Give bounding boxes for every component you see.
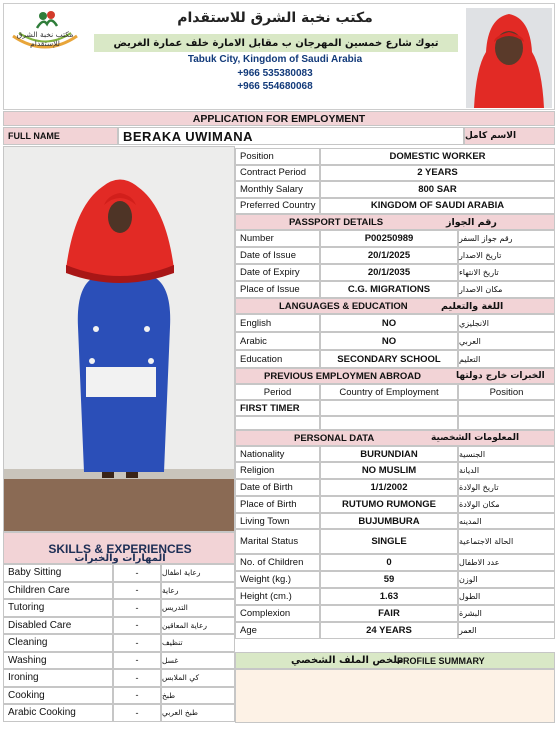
personal-label: Complexion [235, 605, 320, 622]
languages-header: LANGUAGES & EDUCATION اللغة والتعليم [235, 298, 555, 314]
personal-label-ar: الديانة [458, 462, 555, 479]
skill-value: - [113, 652, 161, 670]
skill-value: - [113, 582, 161, 600]
personal-label: Height (cm.) [235, 588, 320, 605]
skill-label-ar: رعاية اطفال [161, 564, 235, 582]
skill-label-ar: التدريس [161, 599, 235, 617]
personal-label-ar: البشرة [458, 605, 555, 622]
skill-label: Cooking [3, 687, 113, 705]
personal-label-ar: الحالة الاجتماعية [458, 529, 555, 554]
languages-label-ar: الانجليزي [458, 314, 555, 332]
personal-label: Living Town [235, 513, 320, 529]
abroad-first-timer: FIRST TIMER [235, 400, 320, 416]
skill-label: Children Care [3, 582, 113, 600]
full-name-label: FULL NAME [3, 127, 118, 145]
skill-label: Baby Sitting [3, 564, 113, 582]
abroad-cell [320, 416, 458, 430]
personal-value: 24 YEARS [320, 622, 458, 639]
skill-value: - [113, 634, 161, 652]
personal-label-ar: المدينه [458, 513, 555, 529]
skill-label-ar: تنظيف [161, 634, 235, 652]
personal-label: Religion [235, 462, 320, 479]
abroad-header: PREVIOUS EMPLOYMEN ABROAD الخبرات خارج دولتها [235, 368, 555, 384]
languages-label: Education [235, 350, 320, 368]
personal-label-ar: الوزن [458, 571, 555, 588]
passport-label: Date of Expiry [235, 264, 320, 281]
job-value: DOMESTIC WORKER [320, 148, 555, 165]
personal-label-ar: العمر [458, 622, 555, 639]
job-label: Position [235, 148, 320, 165]
abroad-cell [458, 400, 555, 416]
passport-value: 20/1/2035 [320, 264, 458, 281]
agency-logo [5, 6, 85, 58]
abroad-cell [320, 400, 458, 416]
skill-label-ar: طبخ العربي [161, 704, 235, 722]
skill-value: - [113, 669, 161, 687]
personal-label-ar: مكان الولادة [458, 496, 555, 513]
job-value: 800 SAR [320, 181, 555, 198]
job-label: Contract Period [235, 165, 320, 182]
languages-label-ar: العربي [458, 332, 555, 350]
skills-header: SKILLS & EXPERIENCES المهارات والخبرات [3, 532, 235, 564]
full-name-label-ar: الاسم كامل [464, 127, 555, 145]
skill-label: Washing [3, 652, 113, 670]
passport-label: Date of Issue [235, 247, 320, 264]
personal-value: 1.63 [320, 588, 458, 605]
personal-label: Age [235, 622, 320, 639]
skill-label-ar: غسل [161, 652, 235, 670]
skill-label: Disabled Care [3, 617, 113, 635]
personal-value: BURUNDIAN [320, 446, 458, 462]
languages-value: NO [320, 332, 458, 350]
job-label: Preferred Country [235, 198, 320, 215]
abroad-cell [235, 416, 320, 430]
personal-label: Nationality [235, 446, 320, 462]
abroad-col-period: Period [235, 384, 320, 400]
languages-value: SECONDARY SCHOOL [320, 350, 458, 368]
passport-value: 20/1/2025 [320, 247, 458, 264]
skill-label-ar: رعاية [161, 582, 235, 600]
agency-name-ar: مكتب نخبة الشرق للاستقدام [177, 10, 373, 26]
personal-label: No. of Children [235, 554, 320, 571]
passport-label-ar: رقم جواز السفر [458, 230, 555, 247]
personal-value: SINGLE [320, 529, 458, 554]
agency-phone-2: +966 554680068 [237, 81, 313, 92]
personal-value: FAIR [320, 605, 458, 622]
skill-value: - [113, 617, 161, 635]
skill-label-ar: رعاية المعاقين [161, 617, 235, 635]
skill-value: - [113, 564, 161, 582]
passport-value: C.G. MIGRATIONS [320, 281, 458, 298]
form-title: APPLICATION FOR EMPLOYMENT [3, 111, 555, 126]
skill-value: - [113, 687, 161, 705]
job-value: KINGDOM OF SAUDI ARABIA [320, 198, 555, 215]
abroad-col-position: Position [458, 384, 555, 400]
portrait-photo [466, 8, 552, 108]
skill-label-ar: طبخ [161, 687, 235, 705]
agency-phone-1: +966 535380083 [237, 68, 313, 79]
passport-header: PASSPORT DETAILS رقم الجواز [235, 214, 555, 230]
personal-label-ar: الجنسية [458, 446, 555, 462]
personal-header: PERSONAL DATA المعلومات الشخصية [235, 430, 555, 446]
job-label: Monthly Salary [235, 181, 320, 198]
profile-summary-body [235, 669, 555, 723]
personal-value: RUTUMO RUMONGE [320, 496, 458, 513]
personal-label: Date of Birth [235, 479, 320, 496]
passport-label-ar: مكان الاصدار [458, 281, 555, 298]
abroad-cell [458, 416, 555, 430]
job-value: 2 YEARS [320, 165, 555, 182]
abroad-col-country: Country of Employment [320, 384, 458, 400]
languages-label: Arabic [235, 332, 320, 350]
languages-label: English [235, 314, 320, 332]
personal-label-ar: تاريخ الولادة [458, 479, 555, 496]
personal-label-ar: عدد الاطفال [458, 554, 555, 571]
skill-value: - [113, 599, 161, 617]
personal-label: Weight (kg.) [235, 571, 320, 588]
personal-label: Place of Birth [235, 496, 320, 513]
profile-summary-header: PROFILE SUMMARY ملخص الملف الشخصي [235, 652, 555, 669]
skill-label: Ironing [3, 669, 113, 687]
languages-label-ar: التعليم [458, 350, 555, 368]
skill-label: Tutoring [3, 599, 113, 617]
personal-value: 59 [320, 571, 458, 588]
passport-label-ar: تاريخ الاصدار [458, 247, 555, 264]
passport-label: Place of Issue [235, 281, 320, 298]
skill-value: - [113, 704, 161, 722]
skill-label-ar: كي الملابس [161, 669, 235, 687]
full-body-photo [3, 146, 235, 532]
agency-city: Tabuk City, Kingdom of Saudi Arabia [187, 54, 363, 65]
skill-label: Arabic Cooking [3, 704, 113, 722]
passport-label: Number [235, 230, 320, 247]
logo-text: مكتب نخبة الشرق للإستقدام [16, 30, 74, 48]
agency-address-ar: تبوك شارع خمسين المهرجان ب مقابل الامارة خلف عمارة الغريض [94, 34, 458, 52]
personal-value: 1/1/2002 [320, 479, 458, 496]
personal-value: NO MUSLIM [320, 462, 458, 479]
personal-value: 0 [320, 554, 458, 571]
languages-value: NO [320, 314, 458, 332]
personal-label-ar: الطول [458, 588, 555, 605]
passport-value: P00250989 [320, 230, 458, 247]
personal-value: BUJUMBURA [320, 513, 458, 529]
personal-label: Marital Status [235, 529, 320, 554]
full-name-value: BERAKA UWIMANA [118, 127, 464, 145]
skill-label: Cleaning [3, 634, 113, 652]
passport-label-ar: تاريخ الانتهاء [458, 264, 555, 281]
